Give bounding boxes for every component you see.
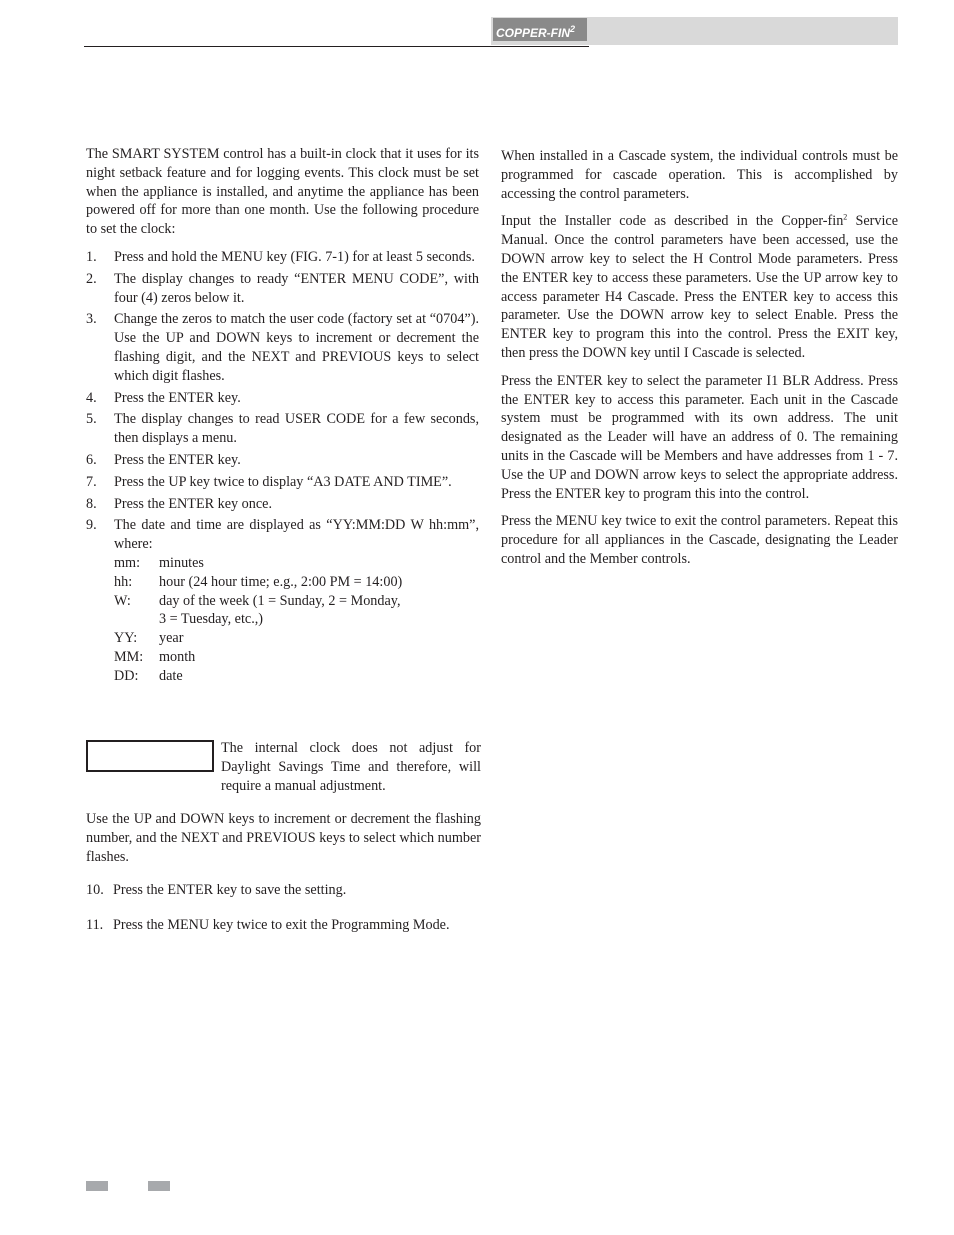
list-item: 8. Press the ENTER key once.	[86, 495, 272, 512]
list-item: 4. Press the ENTER key.	[86, 389, 241, 406]
note-label-box	[86, 740, 214, 772]
definition-row: MM: month	[114, 648, 196, 665]
list-item: 7. Press the UP key twice to display “A3 DATE AND TIME”.	[86, 473, 452, 490]
cascade-paragraph-2: Input the Installer code as described in the Copper-fin$^2$ Service Manual. Once the control parameters have been accessed, use the DOWN arrow key to select the H Control Mode parameters. Press the ENTER key to access these parameters. Use the UP arrow key to access parameter H4 Cascade. Press the ENTER key to access this parameter. Use the DOWN arrow key to select Enable. Press the ENTER key to program this into the control. Press the EXIT key, then press the DOWN key until I Cascade is selected.	[501, 212, 898, 361]
list-item: 6. Press the ENTER key.	[86, 451, 241, 468]
definition-row: mm: minutes	[114, 554, 204, 571]
definition-row: 3 = Tuesday, etc.,)	[159, 611, 264, 628]
step-11: 11. Press the MENU key twice to exit the Programming Mode.	[86, 917, 450, 933]
list-item: 3. Change the zeros to match the user code (factory set at “0704”). Use the UP and DOWN keys to increment or decrement the flashing digit, and the NEXT and PREVIOUS keys to select which digit flashes.	[86, 311, 479, 384]
note-text: The internal clock does not adjust for Daylight Savings Time and therefore, will require a manual adjustment.	[221, 740, 481, 794]
step-10: 10. Press the ENTER key to save the setting.	[86, 882, 347, 898]
list-item: 1. Press and hold the MENU key (FIG. 7-1) for at least 5 seconds.	[86, 248, 475, 265]
adjust-paragraph: Use the UP and DOWN keys to increment or decrement the flashing number, and the NEXT and PREVIOUS keys to select which number flashes.	[86, 811, 481, 865]
note-block	[86, 739, 481, 796]
footer-tab-left	[86, 1181, 108, 1191]
left-column	[86, 145, 479, 689]
procedure-steps	[86, 248, 479, 686]
definition-row: W: day of the week (1 = Sunday, 2 = Monday,	[114, 592, 401, 609]
cascade-paragraph-4: Press the MENU key twice to exit the control parameters. Repeat this procedure for all appliances in the Cascade, designating the Leader control and the Member controls.	[501, 513, 898, 567]
definition-row: DD: date	[114, 667, 183, 684]
brand-logo: COPPER-FIN$^2$	[493, 18, 587, 41]
right-column	[501, 147, 898, 578]
cascade-paragraph-3: Press the ENTER key to select the parameter I1 BLR Address. Press the ENTER key to access this parameter. Each unit in the Cascade system must be programmed with its own address. The unit designated as the Leader will have an address of 0. The remaining units in the Cascade will be Members and have addresses from 1 - 7. Use the UP and DOWN arrow keys to select the appropriate address. Press the ENTER key to program this into the control.	[501, 372, 898, 502]
cascade-paragraph-1: When installed in a Cascade system, the individual controls must be programmed for cascade operation. This is accomplished by accessing the control parameters.	[501, 148, 898, 202]
definition-row: YY: year	[114, 630, 184, 647]
list-item: 2. The display changes to ready “ENTER MENU CODE”, with four (4) zeros below it.	[86, 270, 479, 306]
footer-tab-right	[148, 1181, 170, 1191]
definition-row: hh: hour (24 hour time; e.g., 2:00 PM = 14:00)	[114, 573, 403, 590]
list-item: 5. The display changes to read USER CODE for a few seconds, then displays a menu.	[86, 411, 479, 447]
header-rule	[84, 46, 589, 47]
date-format-definitions	[114, 554, 479, 686]
intro-paragraph: The SMART SYSTEM control has a built-in clock that it uses for its night setback feature and for logging events. This clock must be set when the appliance is installed, and anytime the appliance has been powered off for more than one month. Use the following procedure to set the clock:	[86, 146, 479, 238]
list-item: 9. The date and time are displayed as “YY:MM:DD W hh:mm”, where: mm: minutes hh: hour (24 hour time; e.g., 2:00 PM = 14:00) W: day of the week (1 = Sunday, 2 = Monday, 3 = Tuesday, etc.,) YY: year MM: month DD: date	[86, 517, 479, 684]
